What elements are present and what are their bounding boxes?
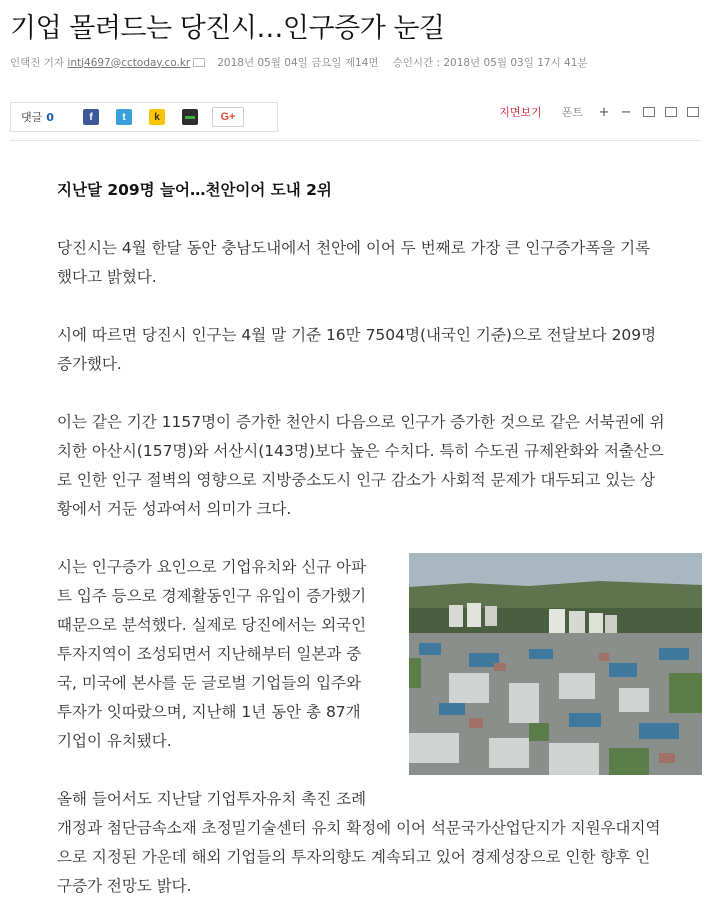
- google-plus-share-icon[interactable]: G+: [212, 107, 244, 127]
- comment-count: 0: [46, 110, 54, 124]
- article-tools: [499, 104, 699, 120]
- article-paragraph: [57, 785, 665, 901]
- twitter-share-icon[interactable]: t: [116, 109, 132, 125]
- article-meta: [10, 55, 588, 70]
- mail-icon[interactable]: [193, 58, 205, 67]
- reporter-name: 인택진 기자: [10, 57, 65, 69]
- kakaostory-share-icon[interactable]: k: [149, 109, 165, 125]
- share-toolbar: [10, 102, 278, 132]
- facebook-share-icon[interactable]: f: [83, 109, 99, 125]
- article-paragraph: 시에 따르면 당진시 인구는 4월 말 기준 16만 7504명(내국인 기준)으로 전달보다 209명 증가했다.: [57, 326, 657, 373]
- header-divider: [10, 140, 701, 141]
- scrap-icon[interactable]: [687, 107, 699, 117]
- paragraph-line: 투자가 잇따랐으며, 지난해 1년 동안 총 87개: [57, 703, 361, 721]
- article-subhead: 지난달 209명 늘어…천안이어 도내 2위: [57, 181, 332, 199]
- approval-time: 승인시간 : 2018년 05월 03일 17시 41분: [392, 57, 588, 69]
- paragraph-line: 트 입주 등으로 경제활동인구 유입이 증가했기: [57, 587, 367, 605]
- comment-button[interactable]: [11, 109, 71, 125]
- paragraph-line: 시는 인구증가 요인으로 기업유치와 신규 아파: [57, 558, 367, 576]
- paragraph-line: 때문으로 분석했다. 실제로 당진에서는 외국인: [57, 616, 367, 634]
- article-headline: 기업 몰려드는 당진시…인구증가 눈길: [10, 13, 445, 44]
- reporter-email-link[interactable]: intj4697@cctoday.co.kr: [67, 56, 191, 69]
- article-photo-aerial-city[interactable]: [409, 553, 702, 775]
- font-decrease-icon[interactable]: −: [620, 104, 632, 120]
- city-aerial-image: [409, 553, 702, 775]
- print-icon[interactable]: [643, 107, 655, 117]
- paragraph-line: 국, 미국에 본사를 둔 글로벌 기업들의 입주와: [57, 674, 362, 692]
- print-info: 2018년 05월 04일 금요일 제14면: [217, 57, 379, 69]
- view-print-edition-link[interactable]: 지면보기: [499, 106, 542, 119]
- paragraph-line: 올해 들어서도 지난달 기업투자유치 촉진 조례: [57, 790, 367, 808]
- paragraph-line: 기업이 유치됐다.: [57, 732, 172, 750]
- article-paragraph: 이는 같은 기간 1157명이 증가한 천안시 다음으로 인구가 증가한 것으로 같은 서북권에 위치한 아산시(157명)와 서산시(143명)보다 높은 수치다. 특히 수도권 규제완화와 저출산으로 인한 인구 절벽의 영향으로 지방중소도시 인구 감소가 사회적 문제가 대두되고 있는 상황에서 거둔 성과여서 의미가 크다.: [57, 413, 665, 518]
- font-increase-icon[interactable]: +: [598, 104, 610, 120]
- email-article-icon[interactable]: [665, 107, 677, 117]
- paragraph-line: 투자지역이 조성되면서 지난해부터 일본과 중: [57, 645, 362, 663]
- band-share-icon[interactable]: [182, 109, 198, 125]
- comment-label: 댓글: [21, 111, 43, 124]
- font-size-label: 폰트: [561, 106, 583, 119]
- paragraph-line: 개정과 첨단금속소재 초정밀기술센터 유치 확정에 이어 석문국가산업단지가 지원우대지역으로 지정된 가운데 해외 기업들의 투자의향도 계속되고 있어 경제성장으로 인한 향후 인구증가 전망도 밝다.: [57, 819, 661, 895]
- article-body: [57, 176, 665, 901]
- article-paragraph: 당진시는 4월 한달 동안 충남도내에서 천안에 이어 두 번째로 가장 큰 인구증가폭을 기록했다고 밝혔다.: [57, 239, 651, 286]
